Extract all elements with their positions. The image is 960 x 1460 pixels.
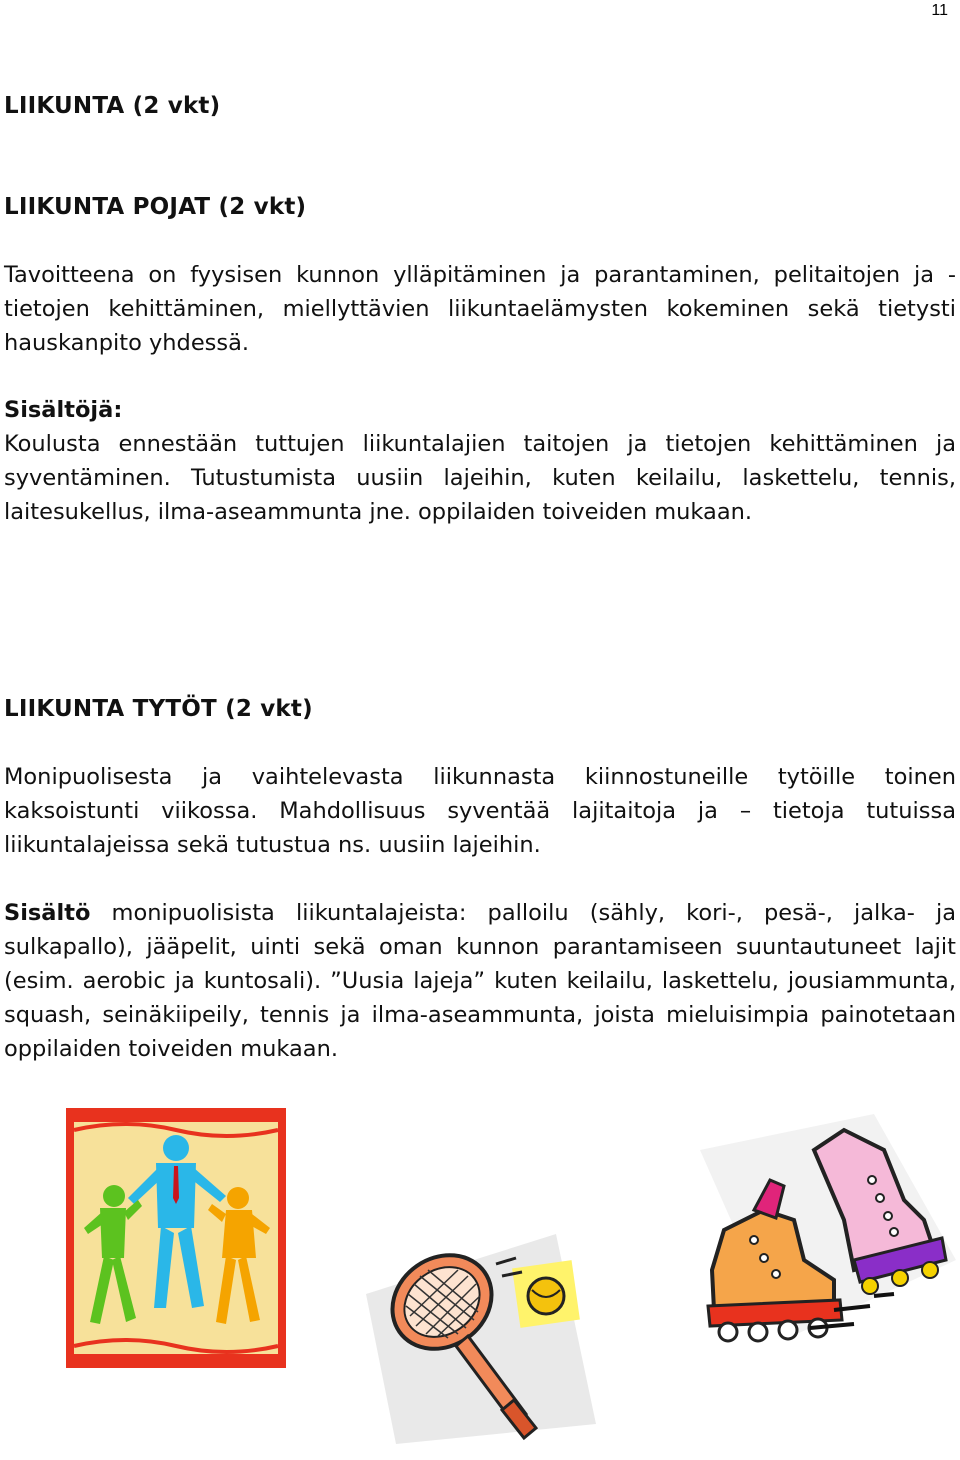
page-title: LIIKUNTA (2 vkt) [4, 93, 221, 119]
boys-section-heading: LIIKUNTA POJAT (2 vkt) [4, 194, 307, 220]
girls-description-paragraph: Monipuolisesta ja vaihtelevasta liikunnasta kiinnostuneille tytöille toinen kaksoistunti viikossa. Mahdollisuus syventää lajitaitoja ja – tietoja tutuissa liikuntalajeissa sekä tutustua ns. uusiin lajeihin. [4, 764, 956, 858]
boys-contents-label: Sisältöjä: [4, 397, 123, 423]
page-number: 11 [931, 2, 948, 19]
boys-contents-text: Koulusta ennestään tuttujen liikuntalajien taitojen ja tietojen kehittäminen ja syventäminen. Tutustumista uusiin lajeihin, kuten keilailu, laskettelu, tennis, laitesukellus, ilma-aseammunta jne. oppilaiden toiveiden mukaan. [4, 431, 956, 525]
girls-contents-text: monipuolisista liikuntalajeista: palloilu (sähly, kori-, pesä-, jalka- ja sulkapallo), jääpelit, uinti sekä oman kunnon parantamiseen suuntautuneet lajit (esim. aerobic ja kuntosali). ”Uusia lajeja” kuten keilailu, laskettelu, jousiammunta, squash, seinäkiipeily, tennis ja ilma-aseammunta, joista mieluisimpia painotetaan oppilaiden toiveiden mukaan. [4, 900, 956, 1062]
tennis-illustration [356, 1224, 606, 1450]
girls-contents-paragraph [4, 896, 956, 1066]
skates-illustration [694, 1110, 960, 1350]
girls-section-heading: LIIKUNTA TYTÖT (2 vkt) [4, 696, 313, 722]
girls-contents-label: Sisältö [4, 900, 91, 926]
boys-goal-paragraph: Tavoitteena on fyysisen kunnon ylläpitäminen ja parantaminen, pelitaitojen ja -tietojen kehittäminen, miellyttävien liikuntaelämysten kokeminen sekä tietysti hauskanpito yhdessä. [4, 262, 956, 356]
boys-contents-paragraph [4, 393, 956, 529]
dancers-illustration [66, 1108, 286, 1368]
